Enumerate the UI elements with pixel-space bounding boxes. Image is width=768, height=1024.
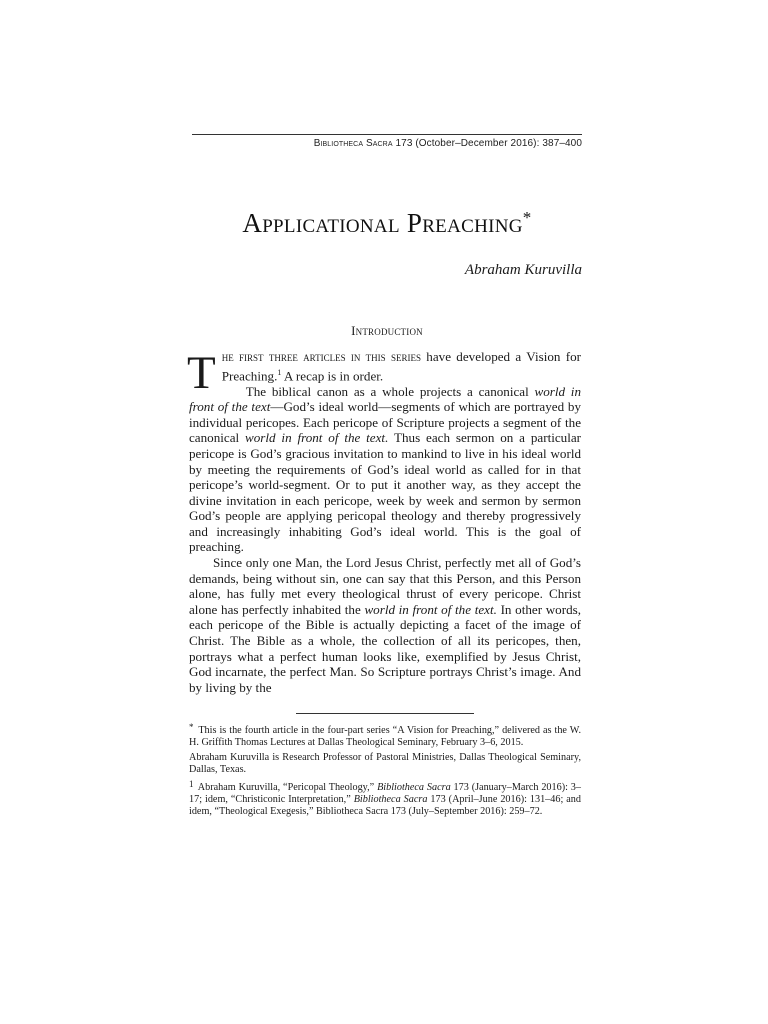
dropcap: T <box>187 347 216 399</box>
paragraph-1-tail: A recap is in order. <box>281 367 384 383</box>
article-title <box>192 208 582 239</box>
journal-citation: 173 (October–December 2016): 387–400 <box>395 138 582 149</box>
footnote-text: 173 (January–March 2016): 3–17; idem, “Christiconic Interpretation,” <box>189 782 581 805</box>
paragraph-3-text: Since only one Man, the Lord Jesus Christ, perfectly met all of God’s demands, being without sin, one can say that this Person, and this Person alone, has fully met every theological thrust of every pericope. Christ alone has perfectly inhabited the <box>189 555 581 617</box>
footnote-italic: Bibliotheca Sacra <box>377 782 451 794</box>
italic-phrase: world in front of the text. <box>245 430 389 446</box>
paragraph-3 <box>189 555 581 695</box>
header-rule <box>192 134 582 135</box>
footnote-mark: 1 <box>189 779 194 790</box>
author-bio: Abraham Kuruvilla is Research Professor of Pastoral Ministries, Dallas Theological Seminary, Dallas, Texas. <box>189 752 581 775</box>
journal-name: Bibliotheca Sacra <box>313 138 393 149</box>
footnote-star <box>189 722 581 748</box>
section-heading: Introduction <box>351 323 423 338</box>
footnote-text: 173 (April–June 2016): 131–46; and idem, “Theological Exegesis,” Bibliotheca Sacra 173 (July–September 2016): 259–72. <box>189 793 581 817</box>
paragraph-2 <box>189 384 581 556</box>
body-text <box>189 349 581 695</box>
paragraph-2-text: The biblical canon as a whole projects a canonical <box>245 383 535 399</box>
paragraph-2-text: —God’s ideal world—segments of which are portrayed by individual pericopes. Each pericope of Scripture projects a segment of the canonical <box>189 399 581 446</box>
footnote-mark: * <box>189 722 194 732</box>
article-author: Abraham Kuruvilla <box>464 262 582 278</box>
running-head <box>192 138 582 149</box>
paragraph-2-text: Thus each sermon on a particular pericope is God’s gracious invitation to mankind to live in his ideal world by meeting the requirements of God’s ideal world as called for in that pericope’s world-segment. Or to put it another way, as they accept the divine invitation in each pericope, week by week and sermon by sermon God’s people are applying pericopal theology and thereby progressively and increasingly inhabiting God’s ideal world. This is the goal of preaching. <box>189 430 582 555</box>
italic-phrase: world in front of the text <box>189 383 581 415</box>
footnote-1 <box>189 779 581 817</box>
footnotes <box>189 722 581 821</box>
footnote-italic: Bibliotheca Sacra <box>353 793 428 805</box>
footnote-ref-1: 1 <box>277 367 282 377</box>
title-footnote-mark: * <box>522 208 532 227</box>
article-title-text: Applicational Preaching <box>242 208 523 238</box>
footnote-rule <box>296 713 474 714</box>
lead-in-caps: he first three articles in this series <box>221 349 421 364</box>
paragraph-1-text: have developed a Vision for Preaching. <box>221 349 581 383</box>
footnote-text: Abraham Kuruvilla, “Pericopal Theology,” <box>195 782 378 794</box>
paragraph-3-text: In other words, each pericope of the Bible is actually depicting a facet of the image of Christ. The Bible as a whole, the collection of all its pericopes, then, portrays what a perfect human looks like, exemplified by Jesus Christ, God incarnate, the perfect Man. So Scripture portrays Christ’s image. And by living by the <box>189 601 582 695</box>
footnote-text: This is the fourth article in the four-part series “A Vision for Preaching,” delivered as the W. H. Griffith Thomas Lectures at Dallas Theological Seminary, February 3–6, 2015. <box>189 725 581 748</box>
italic-phrase: world in front of the text. <box>364 601 497 617</box>
